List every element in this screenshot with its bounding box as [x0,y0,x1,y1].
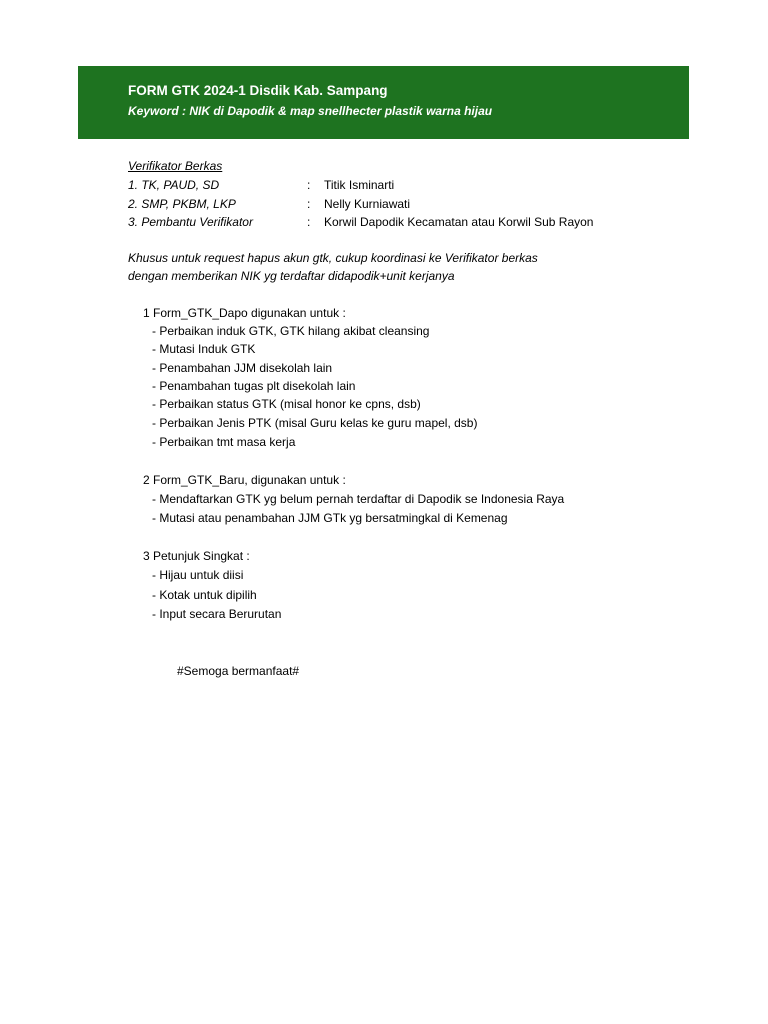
header-banner [78,66,689,139]
verifikator-label-2: 2. SMP, PKBM, LKP [128,197,236,211]
list-item: - Perbaikan tmt masa kerja [152,435,296,449]
verifikator-value-3: Korwil Dapodik Kecamatan atau Korwil Sub Rayon [324,215,594,229]
list-item: - Input secara Berurutan [152,607,282,621]
form-keyword: Keyword : NIK di Dapodik & map snellhecter plastik warna hijau [128,104,493,118]
verifikator-sep-1: : [307,178,311,192]
list-item: - Hijau untuk diisi [152,568,244,582]
verifikator-sep-3: : [307,215,311,229]
verifikator-label-1: 1. TK, PAUD, SD [128,178,220,192]
list-item: - Mendaftarkan GTK yg belum pernah terdaftar di Dapodik se Indonesia Raya [152,492,565,506]
list-item: - Penambahan JJM disekolah lain [152,361,333,375]
list-item: - Mutasi Induk GTK [152,342,256,356]
list-item: - Perbaikan induk GTK, GTK hilang akibat cleansing [152,324,430,338]
note-line-1: Khusus untuk request hapus akun gtk, cukup koordinasi ke Verifikator berkas [128,251,538,265]
section-title-1: 1 Form_GTK_Dapo digunakan untuk : [143,306,346,320]
closing-note: #Semoga bermanfaat# [177,664,300,678]
list-item: - Penambahan tugas plt disekolah lain [152,379,356,393]
verifikator-value-1: Titik Isminarti [324,178,395,192]
list-item: - Mutasi atau penambahan JJM GTk yg bersatmingkal di Kemenag [152,511,508,525]
note-line-2: dengan memberikan NIK yg terdaftar didapodik+unit kerjanya [128,269,455,283]
verifikator-label-3: 3. Pembantu Verifikator [128,215,253,229]
list-item: - Kotak untuk dipilih [152,588,257,602]
section-title-3: 3 Petunjuk Singkat : [143,549,250,563]
verifikator-sep-2: : [307,197,311,211]
list-item: - Perbaikan status GTK (misal honor ke cpns, dsb) [152,397,421,411]
list-item: - Perbaikan Jenis PTK (misal Guru kelas ke guru mapel, dsb) [152,416,478,430]
form-title: FORM GTK 2024-1 Disdik Kab. Sampang [128,83,388,98]
verifikator-value-2: Nelly Kurniawati [324,197,411,211]
section-title-2: 2 Form_GTK_Baru, digunakan untuk : [143,473,346,487]
verifikator-heading: Verifikator Berkas [128,159,223,173]
